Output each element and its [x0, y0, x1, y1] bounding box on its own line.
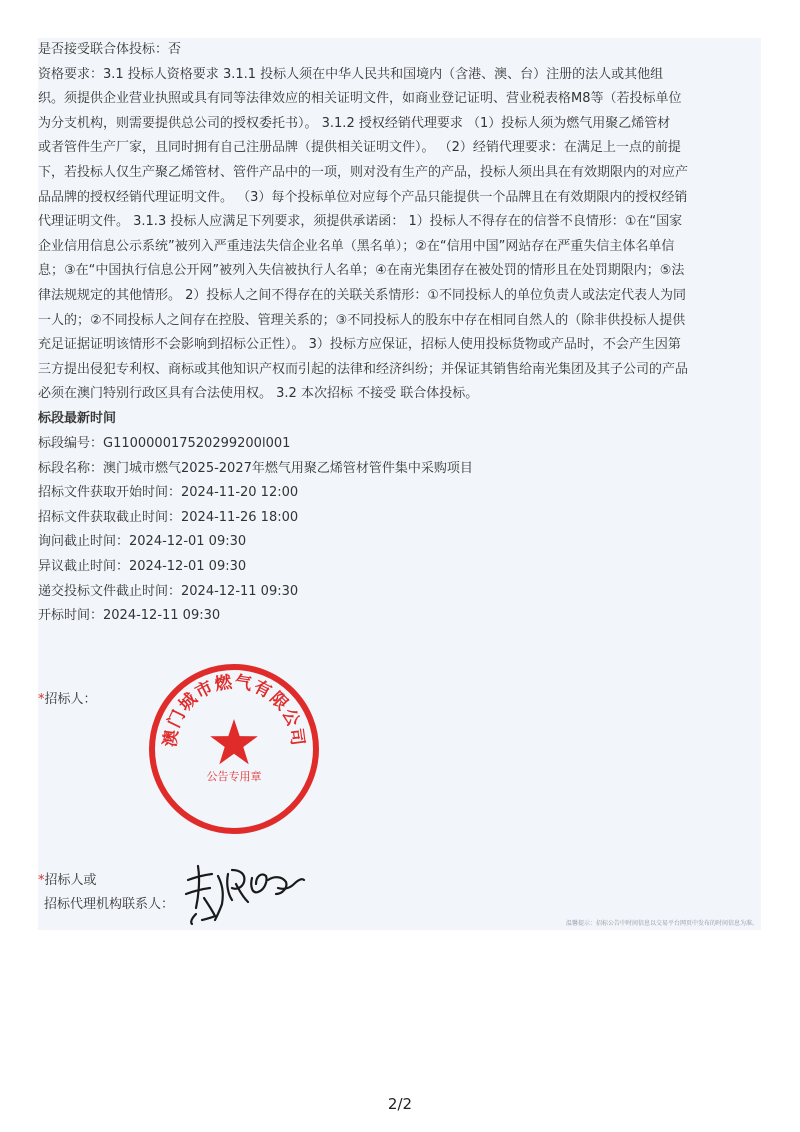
text-line: 资格要求：3.1 投标人资格要求 3.1.1 投标人须在中华人民共和国境内（含港、澳、台）注册的法人或其他组: [38, 66, 664, 82]
text-line: 是否接受联合体投标：否: [38, 42, 182, 57]
doc-start-time: 招标文件获取开始时间：2024-11-20 12:00: [38, 485, 299, 501]
opening-time: 开标时间：2024-12-11 09:30: [38, 608, 221, 624]
star-icon: [210, 719, 258, 764]
contact-label-line2: 招标代理机构联系人：: [44, 897, 175, 912]
text-line: 三方提出侵犯专利权、商标或其他知识产权而引起的法律和经济纠纷；并保证其销售给南光集团及其子公司的产品: [38, 361, 689, 377]
text-line: 为分支机构，则需要提供总公司的授权委托书）。 3.1.2 授权经销代理要求 （1）投标人须为燃气用聚乙烯管材: [38, 115, 671, 131]
page-number: 2/2: [387, 1095, 413, 1113]
tenderer-label: *招标人：: [38, 692, 97, 707]
section-title: 标段最新时间: [38, 411, 117, 426]
inquiry-deadline: 询问截止时间：2024-12-01 09:30: [38, 534, 247, 550]
text-line: 品品牌的授权经销代理证明文件。 （3）每个投标单位对应每个产品只能提供一个品牌且在有效期限内的授权经销: [38, 189, 688, 205]
required-asterisk: *: [38, 692, 45, 707]
text-line: 代理证明文件。 3.1.3 投标人应满足下列要求，须提供承诺函： 1）投标人不得存在的信誉不良情形：①在“国家: [38, 214, 683, 230]
handwritten-signature: [182, 858, 306, 928]
text-line: 充足证据证明该情形不会影响到招标公正性）。 3）投标方应保证，招标人使用投标货物或产品时，不会产生因第: [38, 337, 681, 353]
contact-label-line1: *招标人或: [38, 873, 97, 888]
footnote: 温馨提示：招标公告中时间信息以交易平台网页中发布的时间信息为准。: [565, 920, 758, 927]
doc-end-time: 招标文件获取截止时间：2024-11-26 18:00: [38, 509, 299, 525]
section-name: 标段名称：澳门城市燃气2025-2027年燃气用聚乙烯管材管件集中采购项目: [38, 460, 473, 476]
required-asterisk: *: [38, 873, 45, 888]
seal-caption: 公告专用章: [206, 770, 262, 783]
official-seal: [148, 663, 320, 835]
submission-deadline: 递交投标文件截止时间：2024-12-11 09:30: [38, 583, 299, 599]
seal-company-text: 澳门城市燃气有限公司: [160, 672, 308, 749]
text-line: 织。须提供企业营业执照或具有同等法律效应的相关证明文件，如商业登记证明、营业税表格M8等（若投标单位: [38, 91, 682, 107]
text-line: 企业信用信息公示系统”被列入严重违法失信企业名单（黑名单）；②在“信用中国”网站存在严重失信主体名单信: [38, 238, 675, 254]
section-code: 标段编号：G110000017520299200l001: [38, 436, 291, 451]
text-line: 一人的；②不同投标人之间存在控股、管理关系的；③不同投标人的股东中存在相同自然人的（除非供投标人提供: [38, 312, 686, 328]
text-line: 下，若投标人仅生产聚乙烯管材、管件产品中的一项，则对没有生产的产品，投标人须出具在有效期限内的对应产: [38, 165, 689, 180]
objection-deadline: 异议截止时间：2024-12-01 09:30: [38, 559, 247, 574]
text-line: 必须在澳门特别行政区具有合法使用权。 3.2 本次招标 不接受 联合体投标。: [38, 386, 479, 402]
text-line: 息；③在“中国执行信息公开网”被列入失信被执行人名单；④在南光集团存在被处罚的情形且在处罚期限内；⑤法: [38, 263, 685, 279]
text-line: 或者管件生产厂家，且同时拥有自己注册品牌（提供相关证明文件）。 （2）经销代理要求：在满足上一点的前提: [38, 140, 681, 156]
text-line: 律法规规定的其他情形。 2）投标人之间不得存在的关联关系情形：①不同投标人的单位负责人或法定代表人为同: [38, 288, 687, 303]
